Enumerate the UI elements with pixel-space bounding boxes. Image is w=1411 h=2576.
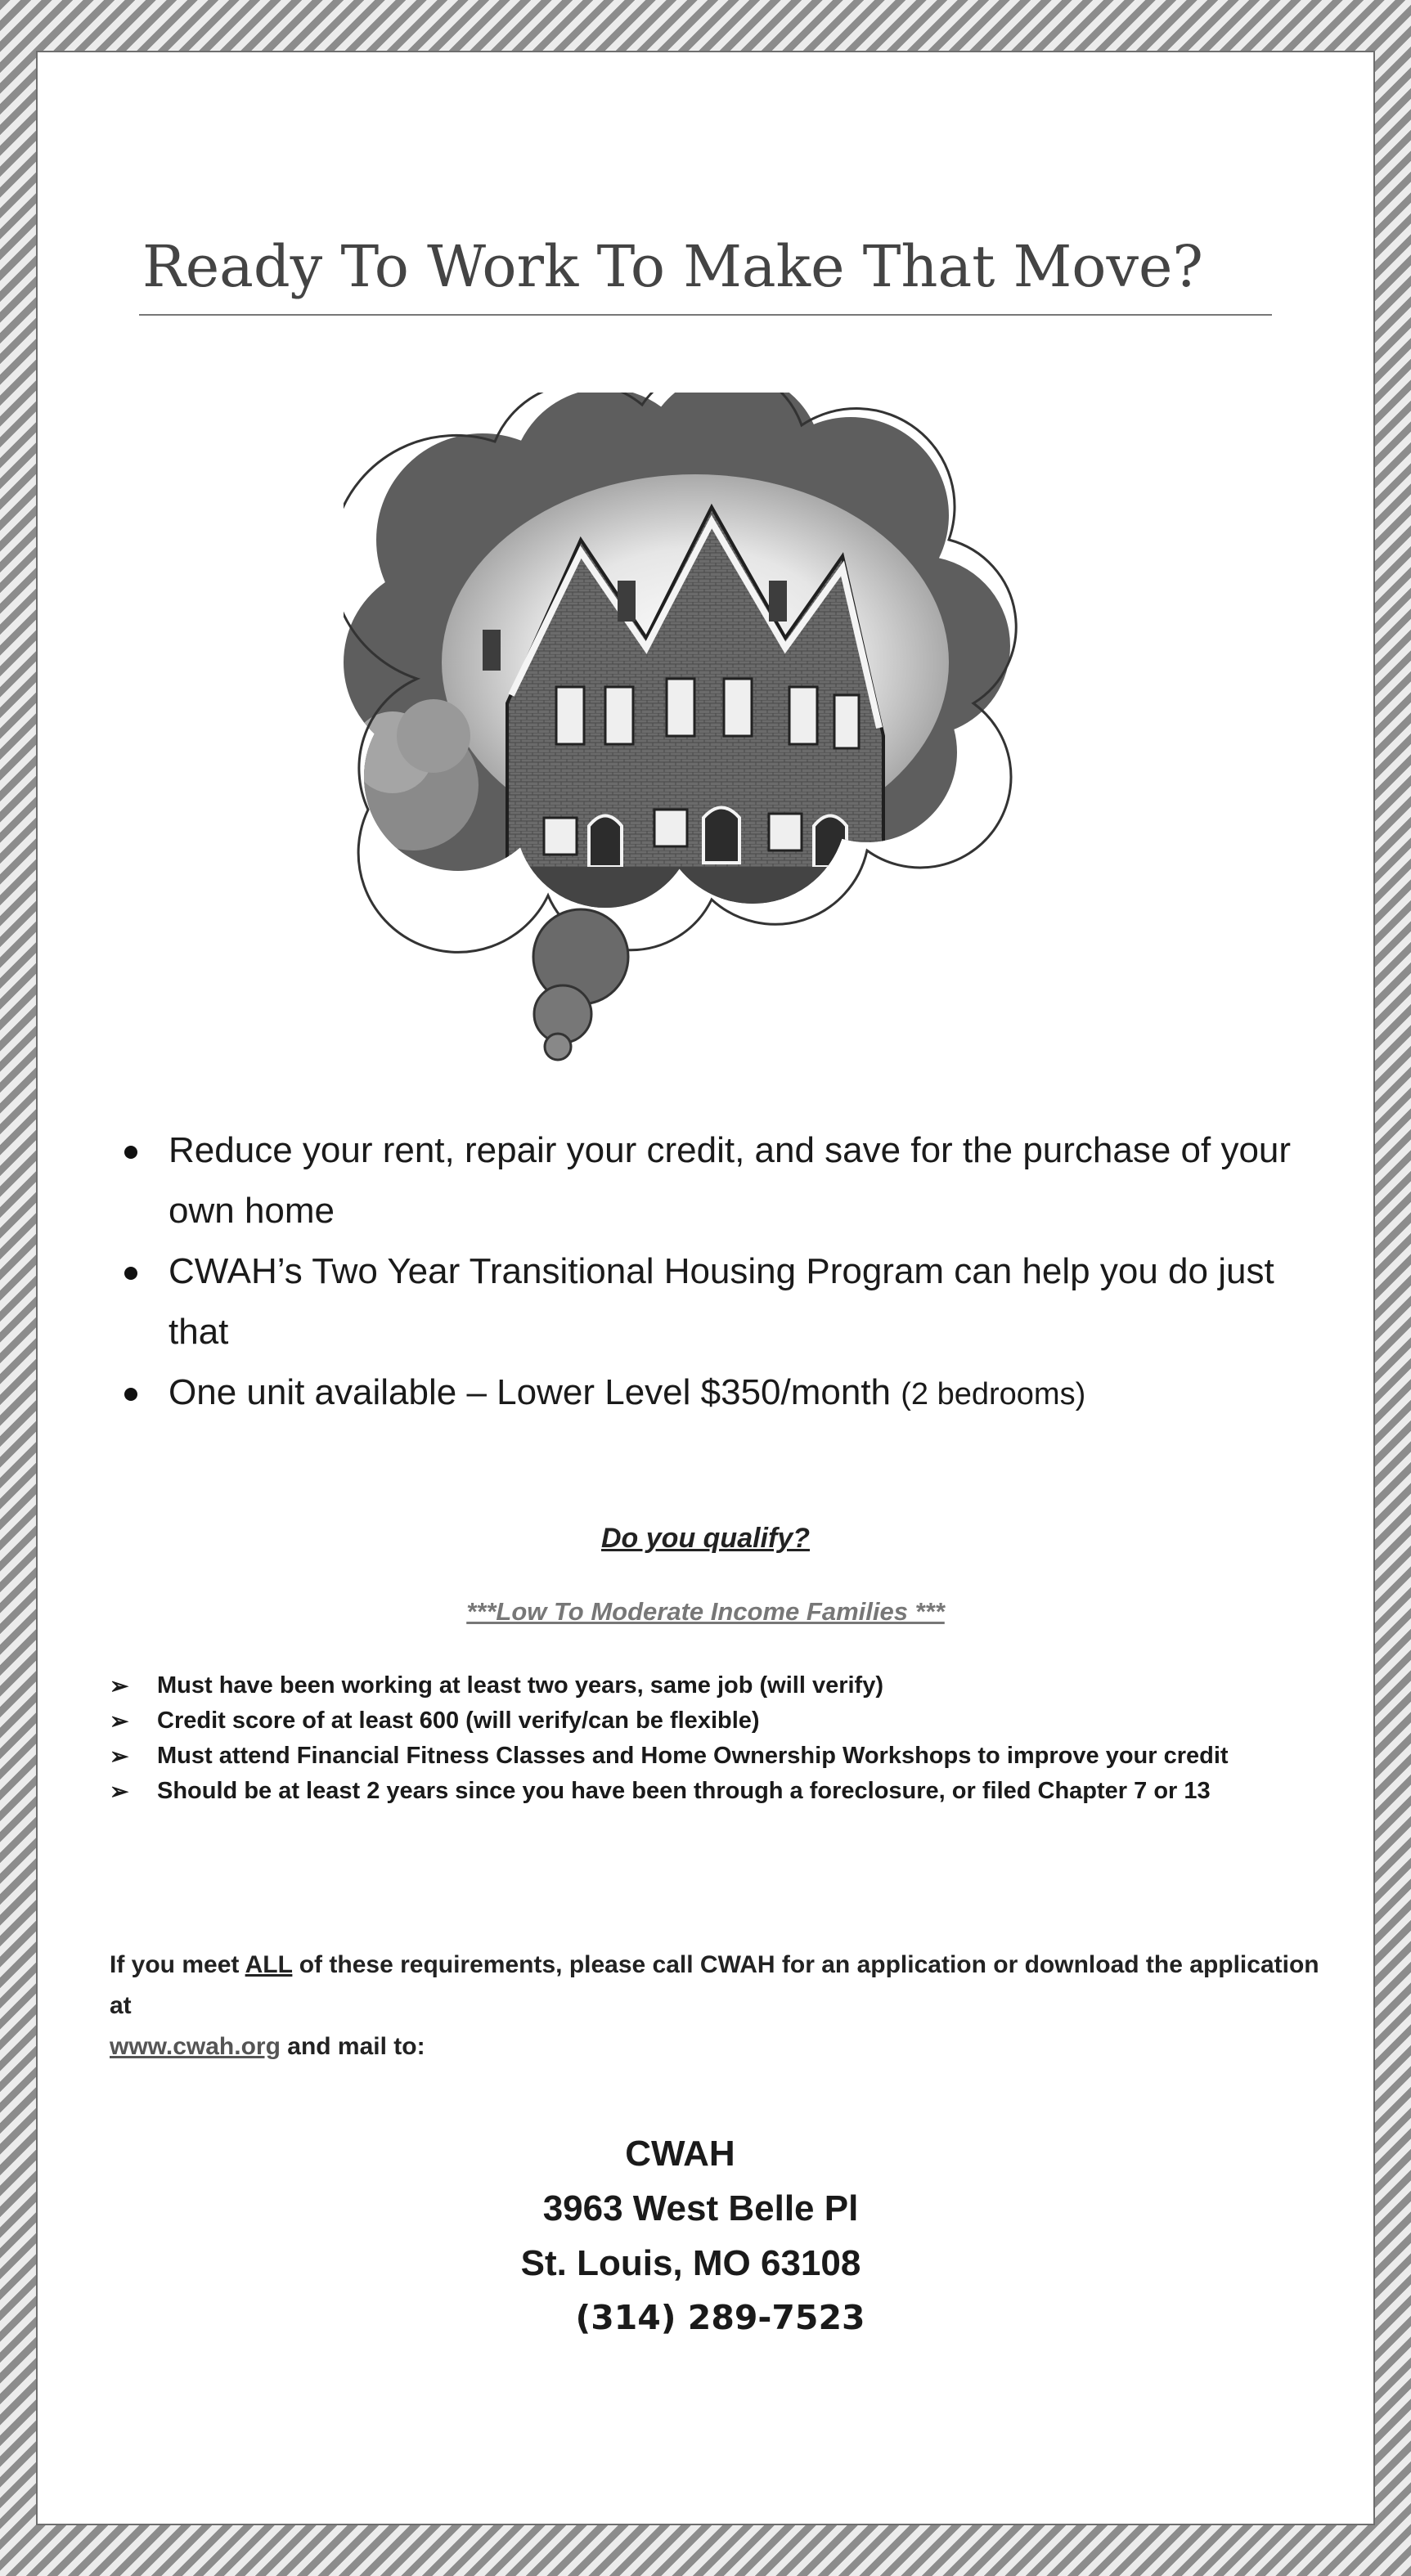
requirement-text: Must have been working at least two years, same job (will verify): [157, 1672, 883, 1699]
city-state-zip: St. Louis, MO 63108: [520, 2243, 861, 2283]
organization-name: CWAH: [625, 2134, 735, 2174]
requirement-text: Should be at least 2 years since you have been through a foreclosure, or filed Chapter 7 or 13: [157, 1778, 1211, 1804]
application-instructions: [110, 1945, 1320, 2067]
phone-number[interactable]: (314) 289-7523: [575, 2298, 865, 2337]
bedroom-note: (2 bedrooms): [901, 1377, 1086, 1411]
list-item: [110, 1668, 1229, 1703]
benefit-list: [123, 1120, 1317, 1425]
arrow-bullet-icon: ➢: [110, 1673, 129, 1699]
instructions-text: If you meet: [110, 1951, 240, 1978]
list-item: [123, 1362, 1317, 1425]
list-item: CWAH’s Two Year Transitional Housing Program can help you do just that: [123, 1241, 1317, 1362]
requirements-list: [110, 1668, 1229, 1809]
page-title: Ready To Work To Make That Move?: [142, 233, 1203, 300]
unit-availability: One unit available – Lower Level $350/month: [169, 1372, 892, 1412]
income-note: ***Low To Moderate Income Families ***: [466, 1597, 945, 1626]
arrow-bullet-icon: ➢: [110, 1779, 129, 1804]
arrow-bullet-icon: ➢: [110, 1744, 129, 1769]
list-item: [110, 1739, 1229, 1774]
instructions-text: of these requirements, please call CWAH for an application or download the application at: [110, 1951, 1319, 2019]
list-item: [110, 1703, 1229, 1739]
requirement-text: Credit score of at least 600 (will verify/can be flexible): [157, 1708, 760, 1734]
website-link[interactable]: www.cwah.org: [110, 2033, 281, 2060]
emphasis-all: ALL: [245, 1951, 293, 1978]
arrow-bullet-icon: ➢: [110, 1708, 129, 1734]
qualify-heading: Do you qualify?: [601, 1523, 810, 1554]
requirement-text: Must attend Financial Fitness Classes and Home Ownership Workshops to improve your credit: [157, 1743, 1229, 1769]
title-underline: [139, 314, 1272, 316]
list-item: [110, 1774, 1229, 1809]
instructions-text: and mail to:: [287, 2033, 425, 2060]
house-dream-cloud-icon: [344, 393, 1080, 1063]
list-item: Reduce your rent, repair your credit, and save for the purchase of your own home: [123, 1120, 1317, 1241]
mailing-address: [0, 2126, 1411, 2345]
street-address: 3963 West Belle Pl: [542, 2188, 859, 2228]
